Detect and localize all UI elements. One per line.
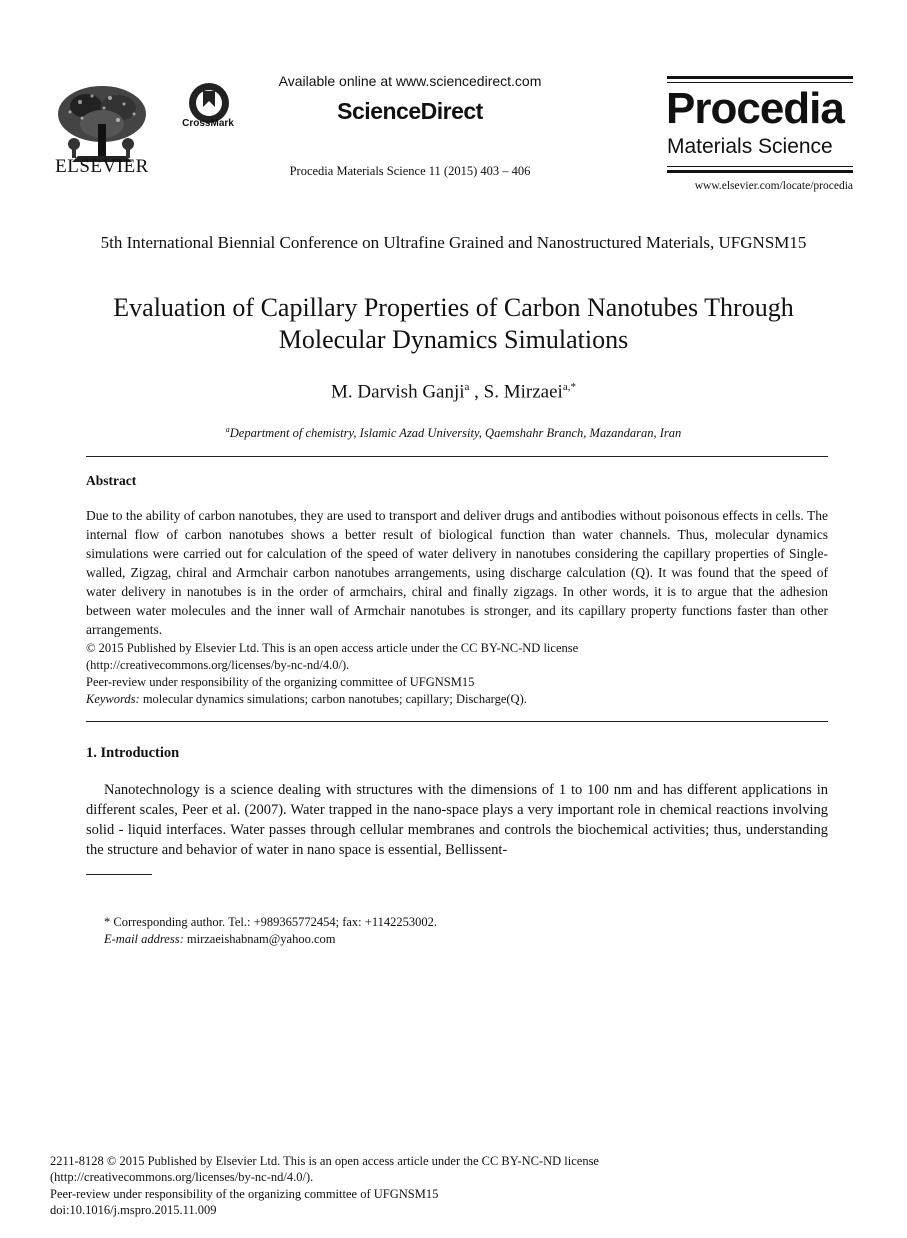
footer-license-link[interactable]: (http://creativecommons.org/licenses/by-nc-nd/4.0/). <box>50 1170 314 1184</box>
peer-review-note: Peer-review under responsibility of the organizing committee of UFGNSM15 <box>86 675 475 689</box>
corresponding-author-note: * Corresponding author. Tel.: +989365772454; fax: +1142253002. <box>104 915 437 929</box>
section-heading: 1. Introduction <box>86 745 180 761</box>
author-name: S. Mirzaei <box>483 381 563 403</box>
procedia-subtitle: Materials Science <box>667 135 833 158</box>
paper-title-line: Molecular Dynamics Simulations <box>278 325 629 354</box>
abstract-heading: Abstract <box>86 473 137 488</box>
author-list <box>60 381 847 403</box>
procedia-logo: Procedia <box>666 84 844 133</box>
paper-title <box>60 292 847 356</box>
introduction-body: Nanotechnology is a science dealing with structures with the dimensions of 1 to 100 nm and has different applications in different scales, Peer et al. (2007). Water trapped in the nano-space plays a very important role in chemical reactions involving solid - liquid interfaces. Water passes through cellular membranes and controls the biochemical activities; thus, understanding the structure and behavior of water in nano space is essential, Bellissent- <box>86 782 828 858</box>
crossmark-label: CrossMark <box>182 118 234 129</box>
affiliation-text: Department of chemistry, Islamic Azad University, Qaemshahr Branch, Mazandaran, Iran <box>229 426 682 441</box>
footnote-divider <box>86 874 152 875</box>
elsevier-wordmark: ELSEVIER <box>55 156 149 177</box>
footer-issn: 2211-8128 © 2015 Published by Elsevier Ltd. This is an open access article under the CC BY-NC-ND license <box>50 1154 599 1168</box>
email-note <box>104 932 336 947</box>
footer-peer-review: Peer-review under responsibility of the organizing committee of UFGNSM15 <box>50 1187 439 1201</box>
sciencedirect-logo: ScienceDirect <box>337 98 483 124</box>
keywords-label: Keywords: <box>86 692 140 706</box>
journal-citation: Procedia Materials Science 11 (2015) 403 – 406 <box>289 164 531 178</box>
author-affiliation-mark: a <box>464 381 470 393</box>
copyright-line: © 2015 Published by Elsevier Ltd. This is an open access article under the CC BY-NC-ND license <box>86 641 579 655</box>
available-online-text: Available online at www.sciencedirect.com <box>278 73 542 89</box>
license-link[interactable]: (http://creativecommons.org/licenses/by-nc-nd/4.0/). <box>86 658 350 672</box>
conference-name: 5th International Biennial Conference on Ultrafine Grained and Nanostructured Materials, UFGNSM15 <box>100 233 807 252</box>
section-divider <box>86 721 828 722</box>
affiliation-mark: a <box>225 425 230 434</box>
section-divider <box>86 456 828 457</box>
procedia-rule <box>667 166 853 167</box>
author-separator: , <box>469 381 484 403</box>
author-affiliation-mark: a,* <box>562 381 576 393</box>
author-name: M. Darvish Ganji <box>331 381 465 403</box>
email-address[interactable]: mirzaeishabnam@yahoo.com <box>183 932 336 946</box>
paper-title-line: Evaluation of Capillary Properties of Carbon Nanotubes Through <box>113 293 794 322</box>
footer-doi[interactable]: doi:10.1016/j.mspro.2015.11.009 <box>50 1203 217 1217</box>
affiliation <box>60 425 847 441</box>
email-label: E-mail address: <box>104 932 184 946</box>
abstract-body: Due to the ability of carbon nanotubes, they are used to transport and deliver drugs and antibodies without poisonous effects in cells. The internal flow of carbon nanotubes shows a better result of biological function than water channels. Thus, molecular dynamics simulations were carried out for calculation of the speed of water delivery in nanotubes considering the capillary properties of Single-walled, Zigzag, chiral and Armchair carbon nanotubes arrangements, using discharge calculation (Q). It was found that the speed of water delivery in nanotubes is in the order of armchairs, chiral and finally zigzags. In other words, it is to argue that the adhesion between water molecules and the inner wall of Armchair nanotubes is stronger, and its capillary property functions faster than other arrangements. <box>86 508 828 637</box>
journal-url-link[interactable]: www.elsevier.com/locate/procedia <box>694 180 853 192</box>
keywords <box>86 691 828 708</box>
procedia-rule <box>667 82 853 83</box>
keywords-list: molecular dynamics simulations; carbon nanotubes; capillary; Discharge(Q). <box>139 692 527 706</box>
procedia-rule <box>667 170 853 173</box>
procedia-rule <box>667 76 853 79</box>
